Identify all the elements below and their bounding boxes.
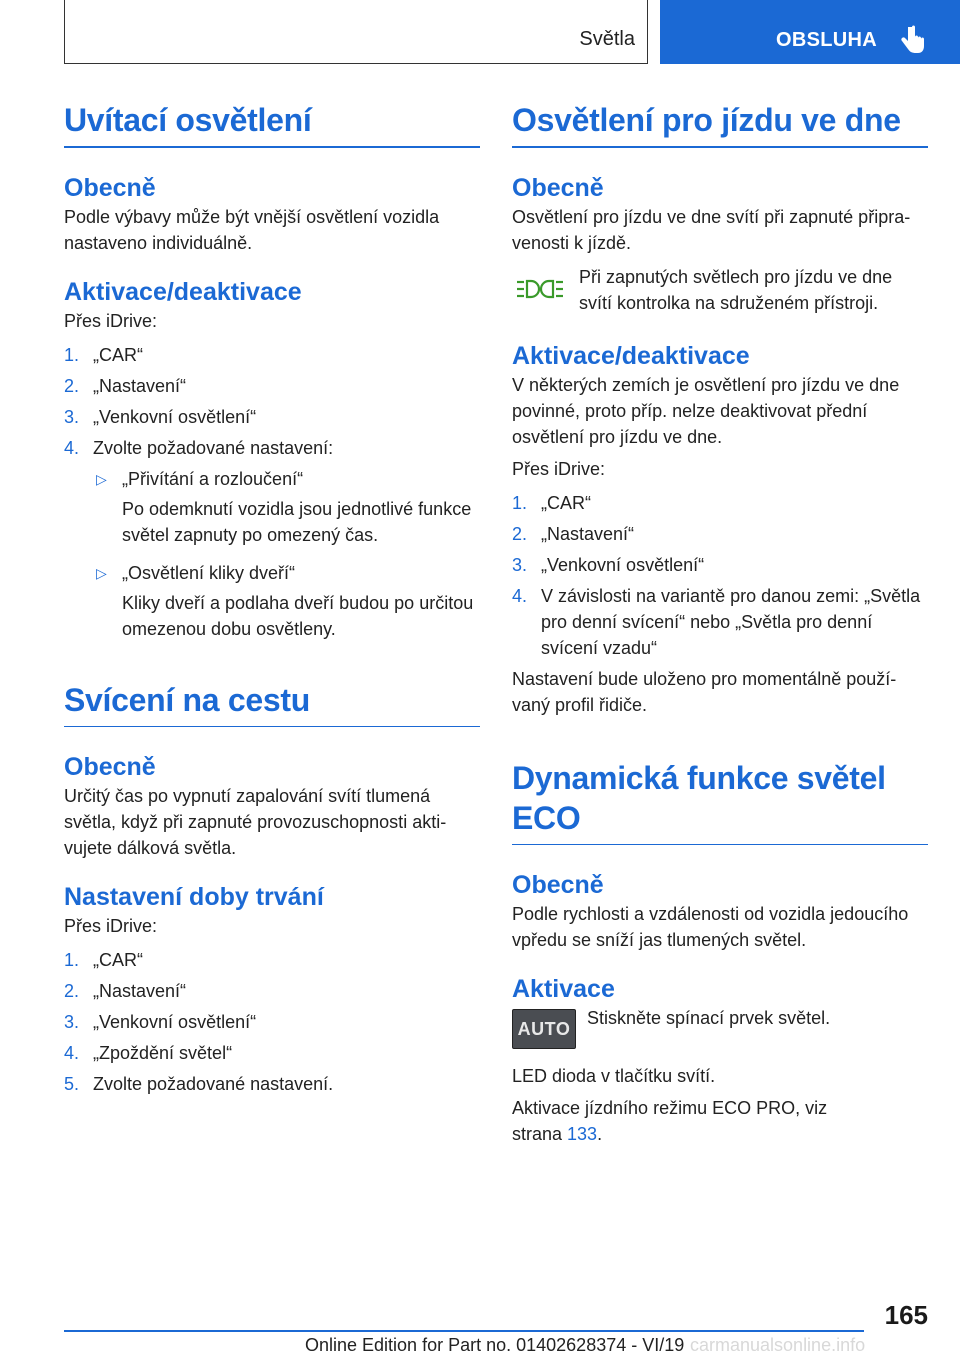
header-section-title: Světla bbox=[579, 28, 635, 50]
hand-pointer-icon bbox=[900, 25, 926, 55]
heading-welcome-lighting: Uvítací osvětlení bbox=[64, 102, 312, 138]
right-column bbox=[512, 100, 928, 1147]
paragraph: Podle výbavy může být vnější osvětlení vozidla nastaveno individuálně. bbox=[64, 206, 440, 253]
subheading-activation: Aktivace/deaktivace bbox=[512, 341, 750, 370]
list-item: 1. „CAR“ bbox=[512, 492, 591, 513]
subheading-general: Obecně bbox=[512, 173, 604, 202]
bullet-item: ▷ „Osvětlení kliky dveří“ bbox=[64, 560, 480, 586]
paragraph: Nastavení bude uloženo pro momentálně používaný profil řidiče. bbox=[512, 668, 897, 715]
triangle-bullet-icon: ▷ bbox=[96, 470, 107, 487]
triangle-bullet-icon: ▷ bbox=[96, 564, 107, 581]
list-item: 4. „Zpoždění světel“ bbox=[64, 1043, 233, 1063]
bullet-description: Po odemknutí vozidla jsou jednotlivé funkce světel zapnuty po omezený čas. bbox=[122, 498, 472, 545]
header-chapter-title: OBSLUHA bbox=[776, 29, 877, 51]
heading-rule bbox=[512, 146, 928, 148]
paragraph: V některých zemích je osvětlení pro jízdu ve dne povinné, proto příp. nelze deaktivovat přední osvětlení pro jízdu ve dne. bbox=[512, 374, 900, 447]
auto-light-button-icon: AUTO bbox=[512, 1009, 576, 1049]
ordered-list bbox=[64, 947, 480, 1097]
footer-rule bbox=[64, 1330, 864, 1332]
page-number: 165 bbox=[884, 1300, 928, 1330]
paragraph: Při zapnutých světlech pro jízdu ve dne svítí kontrolka na sdruženém přístroji. bbox=[579, 266, 893, 313]
subheading-activation: Aktivace bbox=[512, 975, 615, 1003]
watermark: carmanualsonline.info bbox=[690, 1335, 866, 1355]
subheading-general: Obecně bbox=[64, 753, 156, 781]
heading-dynamic-eco-lights: Dynamická funkce světel ECO bbox=[512, 759, 886, 836]
ordered-list bbox=[64, 342, 480, 461]
paragraph: Aktivace jízdního režimu ECO PRO, viz strana 133. bbox=[512, 1098, 828, 1144]
list-item: 3. „Venkovní osvětlení“ bbox=[64, 406, 257, 427]
list-item: 1. „CAR“ bbox=[64, 950, 143, 970]
paragraph: Stiskněte spínací prvek světel. bbox=[587, 1008, 831, 1028]
header-chapter-box bbox=[660, 0, 960, 64]
heading-rule bbox=[64, 146, 480, 148]
list-item: 4. V závislosti na variantě pro danou zemi: „Světla pro denní svícení“ nebo „Světla pro denní svícení vzadu“ bbox=[512, 585, 921, 658]
ordered-list bbox=[512, 490, 928, 661]
list-item: 2. „Nastavení“ bbox=[64, 375, 187, 396]
paragraph: Přes iDrive: bbox=[512, 458, 606, 479]
page-link[interactable]: 133 bbox=[567, 1124, 598, 1144]
heading-rule bbox=[64, 726, 480, 728]
paragraph: Přes iDrive: bbox=[64, 310, 158, 331]
list-item: 2. „Nastavení“ bbox=[512, 523, 635, 544]
auto-button-note bbox=[512, 1005, 928, 1055]
indicator-note bbox=[512, 264, 928, 316]
subheading-general: Obecně bbox=[64, 173, 156, 202]
list-item: 3. „Venkovní osvětlení“ bbox=[512, 554, 705, 575]
list-item: 4. Zvolte požadované nastavení: bbox=[64, 437, 334, 458]
heading-rule bbox=[512, 844, 928, 846]
paragraph: Podle rychlosti a vzdálenosti od vozidla jedoucího vpředu se sníží jas tlumených světel. bbox=[512, 904, 909, 950]
list-item: 1. „CAR“ bbox=[64, 344, 143, 365]
bullet-description: Kliky dveří a podlaha dveří budou po určitou omezenou dobu osvětleny. bbox=[122, 592, 474, 639]
paragraph: Přes iDrive: bbox=[64, 916, 158, 936]
subheading-activation: Aktivace/deaktivace bbox=[64, 277, 302, 306]
daytime-running-light-icon bbox=[516, 278, 564, 300]
list-item: 2. „Nastavení“ bbox=[64, 981, 187, 1001]
paragraph: LED dioda v tlačítku svítí. bbox=[512, 1066, 716, 1086]
heading-follow-me-home: Svícení na cestu bbox=[64, 681, 310, 718]
left-column bbox=[64, 100, 480, 1102]
list-item: 5. Zvolte požadované nastavení. bbox=[64, 1074, 334, 1094]
paragraph: Osvětlení pro jízdu ve dne svítí při zapnuté připravenosti k jízdě. bbox=[512, 206, 911, 253]
heading-daytime-running-lights: Osvětlení pro jízdu ve dne bbox=[512, 102, 901, 138]
header-section-box bbox=[64, 0, 648, 64]
list-item: 3. „Venkovní osvětlení“ bbox=[64, 1012, 257, 1032]
subheading-general: Obecně bbox=[512, 871, 604, 899]
footer-edition: Online Edition for Part no. 01402628374 - VI/19 bbox=[305, 1335, 685, 1355]
subheading-duration: Nastavení doby trvání bbox=[64, 883, 324, 911]
bullet-item: ▷ „Přivítání a rozloučení“ bbox=[64, 466, 480, 492]
paragraph: Určitý čas po vypnutí zapalování svítí tlumená světla, když při zapnuté provozuschopnosti aktivujete dálková světla. bbox=[64, 786, 447, 858]
